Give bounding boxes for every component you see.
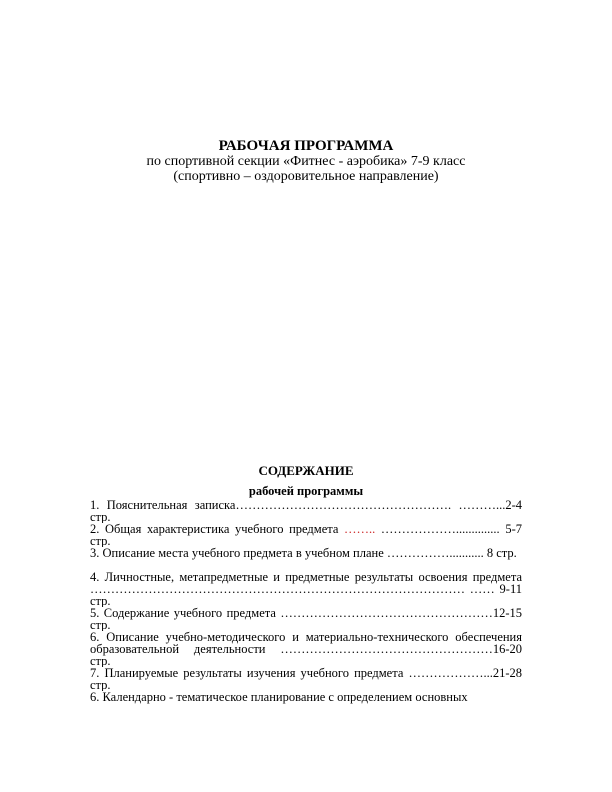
toc-item-7[interactable]: 7. Планируемые результаты изучения учебного предмета ………………...21-28 стр. bbox=[90, 667, 522, 691]
document-subtitle-line1: по спортивной секции «Фитнес - аэробика» 7-9 класс bbox=[146, 154, 466, 169]
table-of-contents bbox=[90, 463, 522, 715]
toc-item-3[interactable]: 3. Описание места учебного предмета в учебном плане ……………........... 8 стр. bbox=[90, 547, 517, 560]
toc-subheading: рабочей программы bbox=[248, 484, 364, 498]
toc-item-6[interactable]: 6. Описание учебно-методического и материально-технического обеспечения образовательной деятельности ……………………………………………16-20 стр. bbox=[90, 631, 522, 667]
toc-item-4[interactable]: 4. Личностные, метапредметные и предметные результаты освоения предмета ……………………………………………………………………………… …… 9-11 стр. bbox=[90, 571, 522, 607]
document-title: РАБОЧАЯ ПРОГРАММА bbox=[218, 138, 394, 154]
title-block bbox=[0, 139, 612, 184]
document-subtitle-line2: (спортивно – оздоровительное направление) bbox=[173, 169, 439, 184]
toc-item-8[interactable]: 6. Календарно - тематическое планирование с определением основных bbox=[90, 691, 468, 704]
toc-item-5[interactable]: 5. Содержание учебного предмета ……………………………………………12-15 стр. bbox=[90, 607, 522, 631]
toc-item-2-text: 2. Общая характеристика учебного предмета bbox=[90, 523, 345, 536]
toc-item-2-red-dots: …….. bbox=[344, 523, 376, 536]
toc-item-2-tail: ……………….............. 5-7 стр. bbox=[90, 523, 522, 547]
toc-heading: СОДЕРЖАНИЕ bbox=[258, 463, 354, 478]
toc-item-2[interactable] bbox=[90, 523, 522, 547]
toc-item-1[interactable]: 1. Пояснительная записка……………………………………………. ………...2-4 стр. bbox=[90, 499, 522, 523]
